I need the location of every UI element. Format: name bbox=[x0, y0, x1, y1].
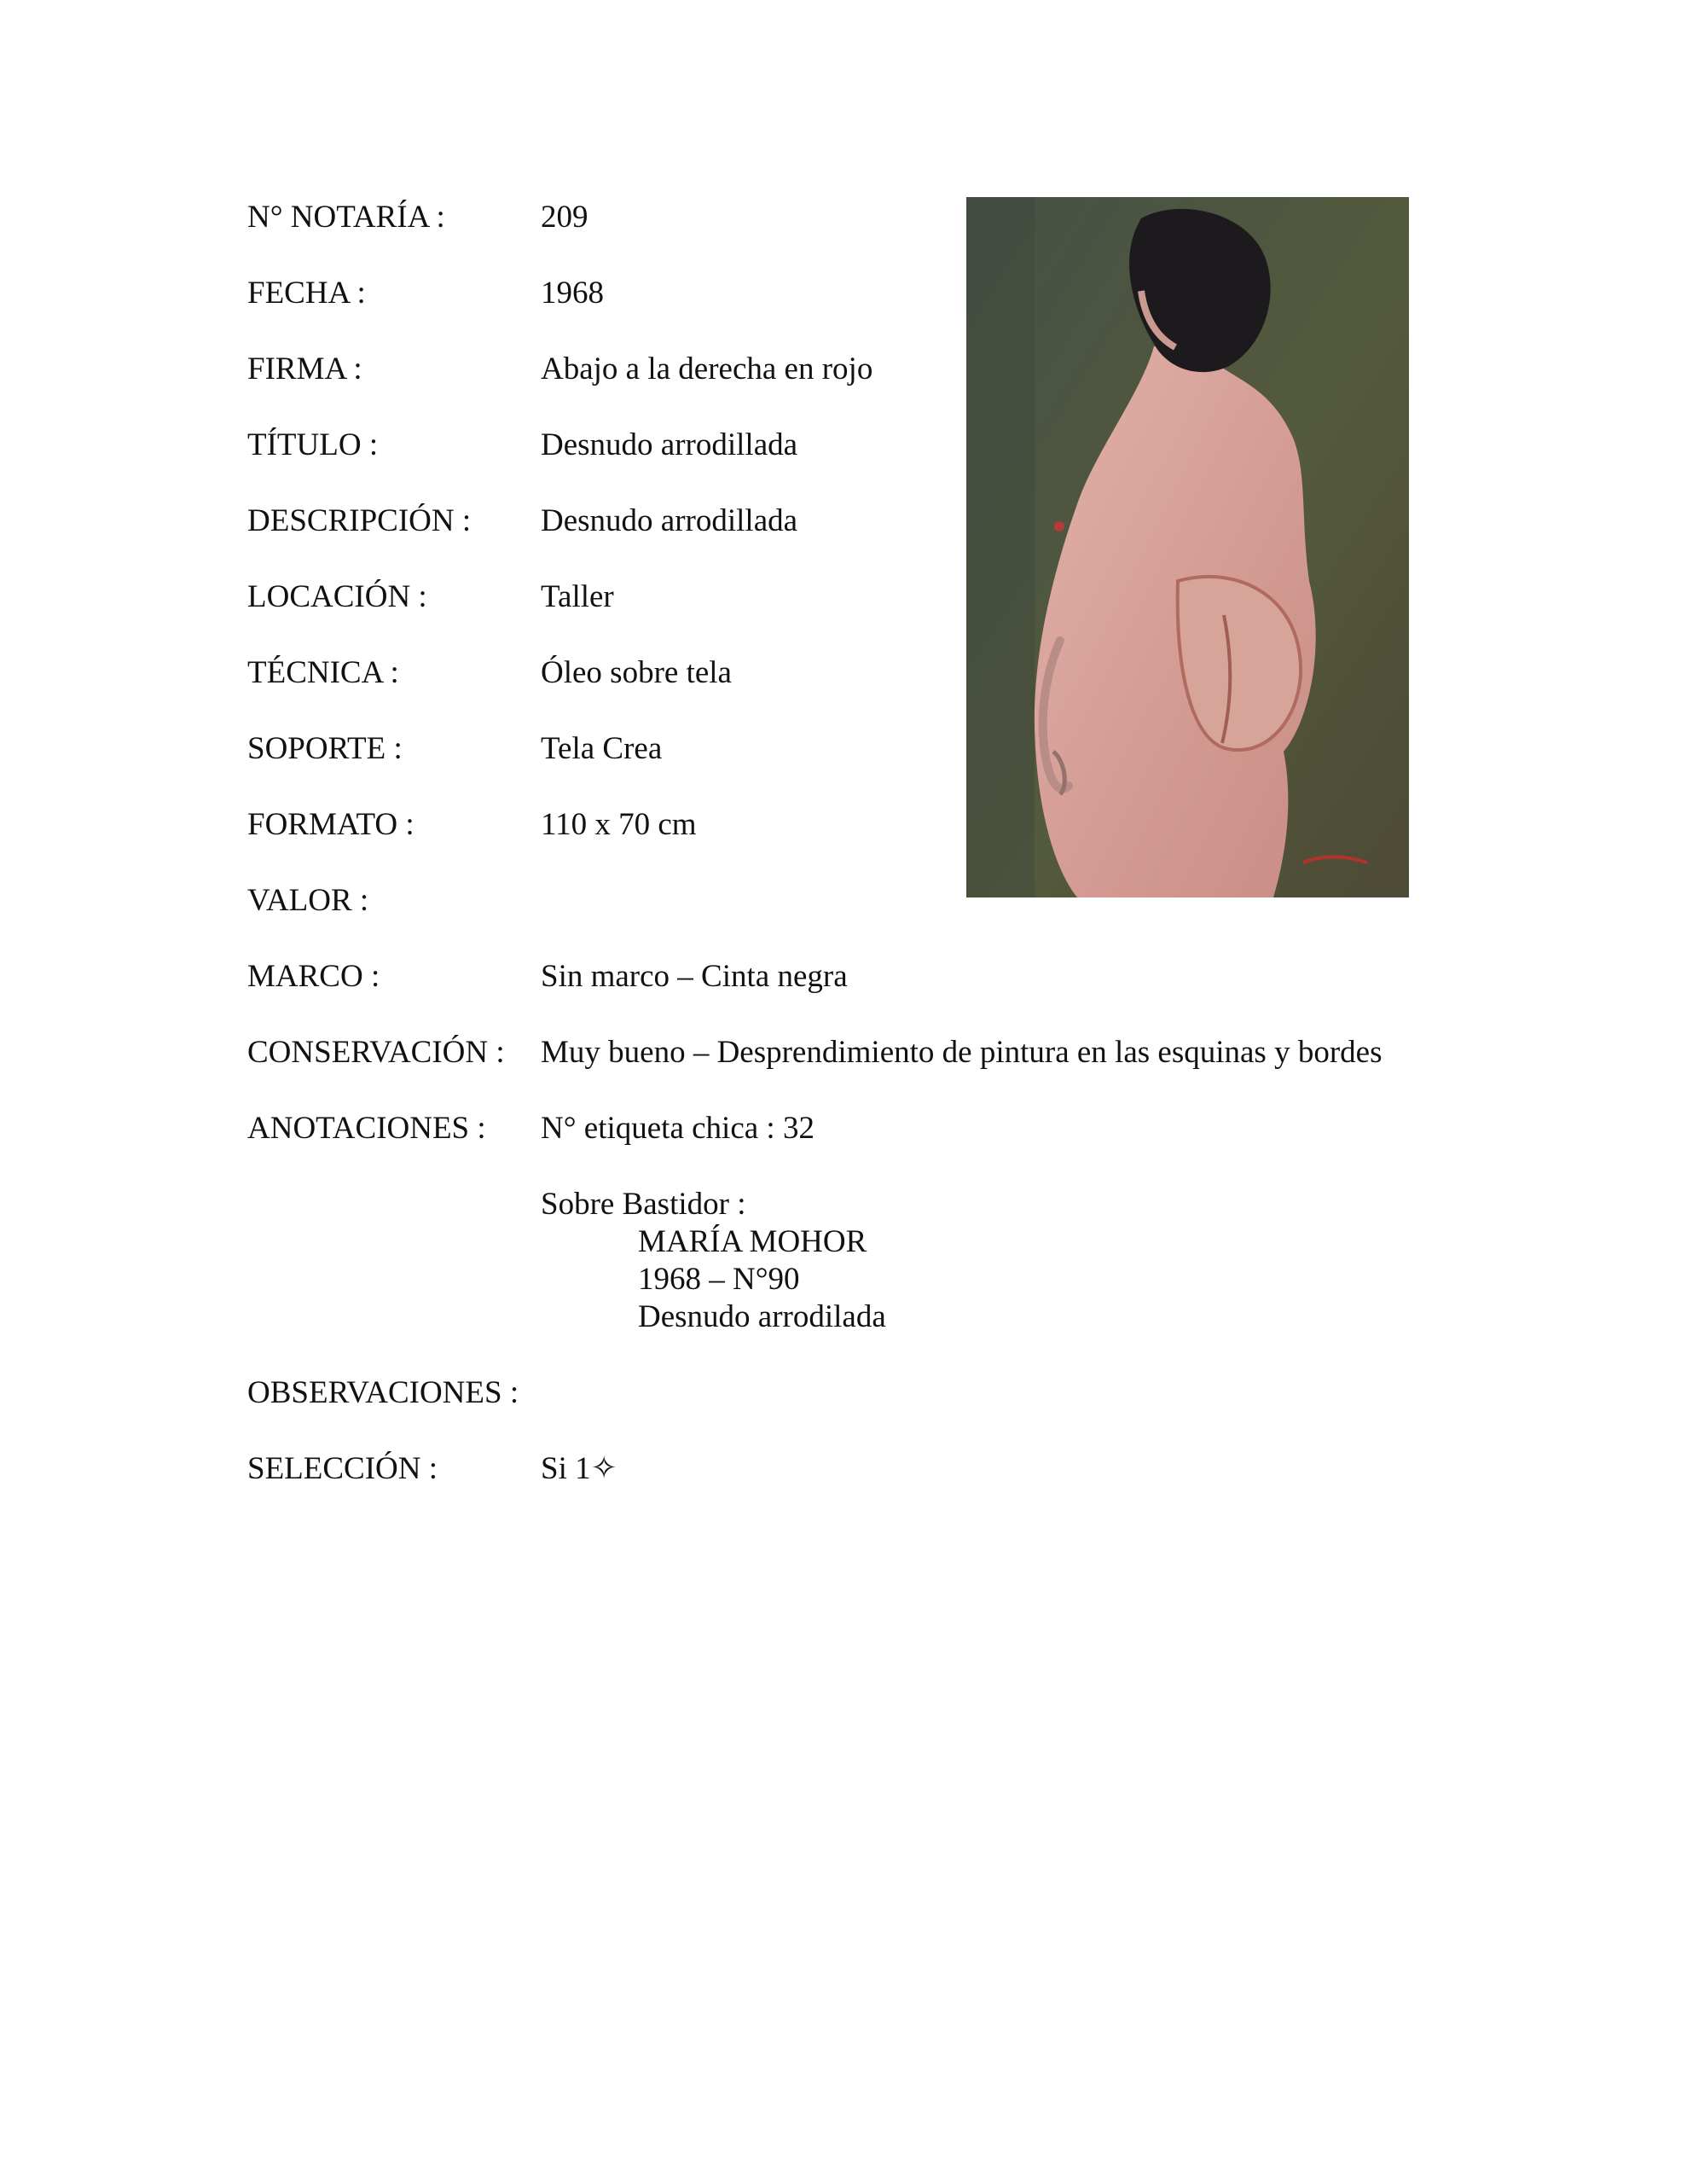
titulo-value: Desnudo arrodillada bbox=[541, 427, 798, 462]
bastidor-line-title: Desnudo arrodilada bbox=[638, 1299, 886, 1334]
seleccion-label: SELECCIÓN : bbox=[247, 1451, 438, 1486]
descripcion-value: Desnudo arrodillada bbox=[541, 503, 798, 538]
descripcion-label: DESCRIPCIÓN : bbox=[247, 503, 472, 538]
figure-detail-red bbox=[1054, 521, 1064, 531]
seleccion-value: Si 1✧ bbox=[541, 1451, 617, 1486]
tecnica-value: Óleo sobre tela bbox=[541, 655, 732, 690]
firma-value: Abajo a la derecha en rojo bbox=[541, 351, 873, 386]
fecha-value: 1968 bbox=[541, 276, 604, 311]
tecnica-label: TÉCNICA : bbox=[247, 655, 399, 690]
painting-image bbox=[966, 197, 1409, 897]
firma-label: FIRMA : bbox=[247, 351, 362, 386]
conservacion-value: Muy bueno – Desprendimiento de pintura en las esquinas y bordes bbox=[541, 1035, 1383, 1070]
conservacion-label: CONSERVACIÓN : bbox=[247, 1035, 505, 1070]
anotaciones-value: N° etiqueta chica : 32 bbox=[541, 1111, 815, 1146]
soporte-value: Tela Crea bbox=[541, 731, 663, 766]
painting-svg bbox=[966, 197, 1409, 897]
painting-left-shadow bbox=[966, 197, 1035, 897]
bastidor-heading: Sobre Bastidor : bbox=[541, 1187, 746, 1222]
notaria-label: N° NOTARÍA : bbox=[247, 200, 445, 235]
observaciones-label: OBSERVACIONES : bbox=[247, 1375, 519, 1410]
valor-label: VALOR : bbox=[247, 883, 369, 918]
anotaciones-label: ANOTACIONES : bbox=[247, 1111, 486, 1146]
formato-label: FORMATO : bbox=[247, 807, 415, 842]
locacion-value: Taller bbox=[541, 579, 614, 614]
fecha-label: FECHA : bbox=[247, 276, 366, 311]
soporte-label: SOPORTE : bbox=[247, 731, 403, 766]
marco-value: Sin marco – Cinta negra bbox=[541, 959, 848, 994]
bastidor-line-artist: MARÍA MOHOR bbox=[638, 1224, 867, 1259]
locacion-label: LOCACIÓN : bbox=[247, 579, 427, 614]
marco-label: MARCO : bbox=[247, 959, 380, 994]
titulo-label: TÍTULO : bbox=[247, 427, 379, 462]
bastidor-line-year: 1968 – N°90 bbox=[638, 1262, 800, 1297]
formato-value: 110 x 70 cm bbox=[541, 807, 697, 842]
notaria-value: 209 bbox=[541, 200, 588, 235]
